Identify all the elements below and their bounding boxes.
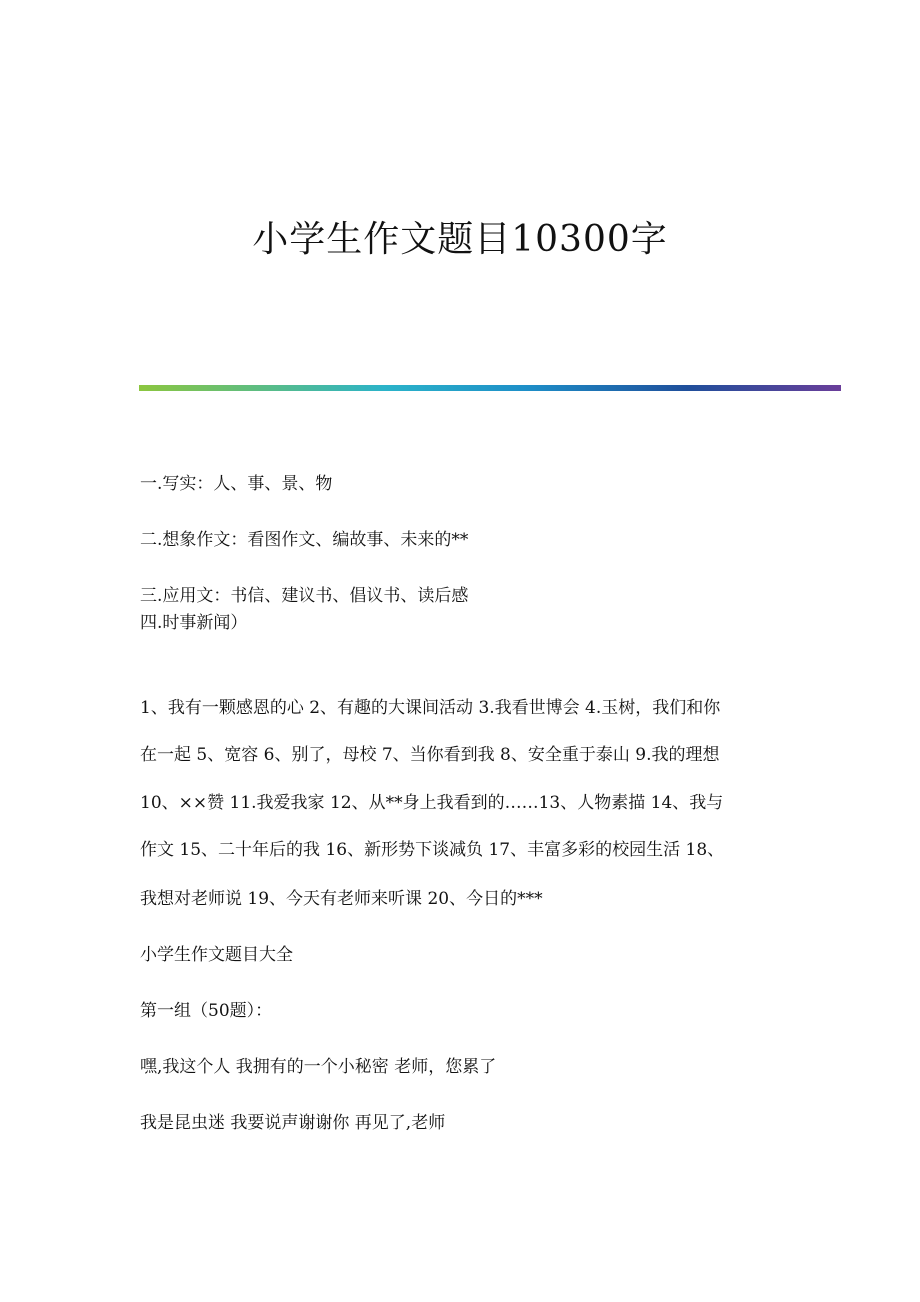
paragraph-line: 10、××赞 11.我爱我家 12、从**身上我看到的……13、人物素描 14、我与 — [140, 793, 724, 813]
paragraph-line: 三.应用文：书信、建议书、倡议书、读后感 — [140, 586, 469, 606]
paragraph-line: 第一组（50题）： — [140, 1001, 273, 1021]
title-divider — [139, 385, 841, 391]
paragraph-line: 嘿,我这个人 我拥有的一个小秘密 老师，您累了 — [140, 1057, 497, 1077]
paragraph-line: 作文 15、二十年后的我 16、新形势下谈减负 17、丰富多彩的校园生活 18、 — [140, 840, 725, 860]
paragraph-line: 在一起 5、宽容 6、别了，母校 7、当你看到我 8、安全重于泰山 9.我的理想 — [140, 745, 720, 765]
paragraph-line: 1、我有一颗感恩的心 2、有趣的大课间活动 3.我看世博会 4.玉树，我们和你 — [140, 698, 721, 718]
paragraph-line: 我是昆虫迷 我要说声谢谢你 再见了,老师 — [140, 1113, 446, 1133]
paragraph-line: 二.想象作文：看图作文、编故事、未来的** — [140, 530, 469, 550]
document-title: 小学生作文题目10300字 — [252, 219, 668, 260]
paragraph-line: 四.时事新闻） — [140, 613, 248, 633]
paragraph-line: 我想对老师说 19、今天有老师来听课 20、今日的*** — [140, 889, 543, 909]
paragraph-line: 一.写实：人、事、景、物 — [140, 474, 333, 494]
paragraph-line: 小学生作文题目大全 — [140, 945, 293, 965]
